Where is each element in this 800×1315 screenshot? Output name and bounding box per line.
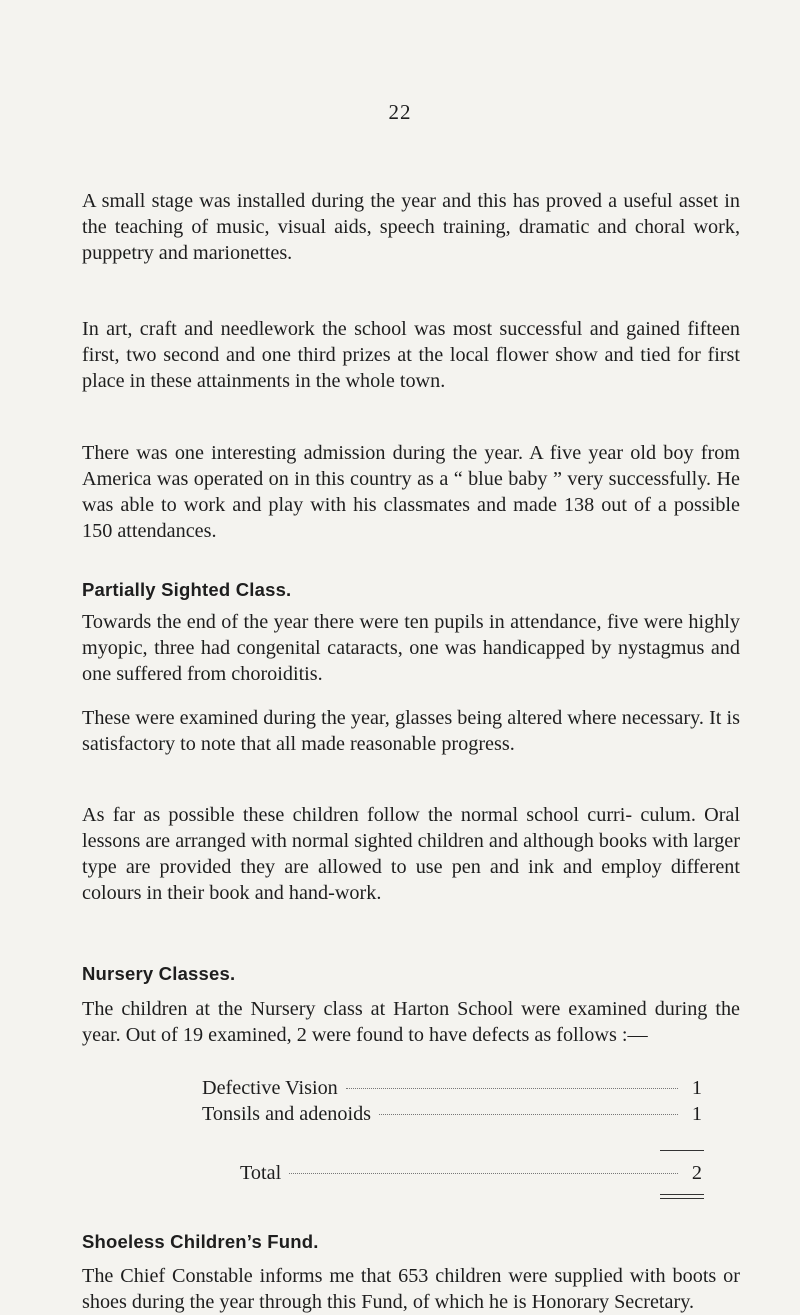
heading-partially-sighted: Partially Sighted Class. — [82, 579, 292, 600]
heading-nursery-classes: Nursery Classes. — [82, 963, 236, 984]
paragraph-partially-sighted-curriculum: As far as possible these children follow the normal school curri- culum. Oral lessons are arranged with normal sighted children and although books with larger type are provided they are allowed to use pen and ink and employ different colours in their book and hand-work. — [82, 804, 740, 904]
defect-value: 1 — [691, 1077, 702, 1099]
paragraph-shoeless-fund: The Chief Constable informs me that 653 children were supplied with boots or shoes during the year through this Fund, of which he is Honorary Secretary. — [82, 1265, 740, 1313]
dot-leader — [289, 1173, 678, 1174]
total-double-rule — [660, 1194, 704, 1199]
total-label: Total — [240, 1162, 282, 1184]
sum-rule — [660, 1150, 704, 1151]
total-row-wrap — [202, 1160, 702, 1186]
dot-leader — [346, 1088, 678, 1089]
paragraph-art-craft: In art, craft and needlework the school was most successful and gained fifteen first, two second and one third prizes at the local flower show and tied for first place in these attainments in the whole town. — [82, 318, 740, 392]
total-row — [202, 1160, 702, 1186]
defects-list — [202, 1075, 702, 1127]
heading-shoeless-fund: Shoeless Children’s Fund. — [82, 1231, 319, 1252]
defect-row — [202, 1075, 702, 1101]
paragraph-partially-sighted-examined: These were examined during the year, glasses being altered where necessary. It is satisfactory to note that all made reasonable progress. — [82, 707, 740, 755]
defect-label: Defective Vision — [202, 1077, 338, 1099]
defect-label: Tonsils and adenoids — [202, 1103, 372, 1125]
total-value: 2 — [691, 1162, 702, 1184]
paragraph-partially-sighted-pupils: Towards the end of the year there were ten pupils in attendance, five were highly myopic, three had congenital cataracts, one was handicapped by nystagmus and one suffered from choroiditis. — [82, 611, 740, 685]
paragraph-admission: There was one interesting admission during the year. A five year old boy from America was operated on in this country as a “ blue baby ” very successfully. He was able to work and play with his classmates and made 138 out of a possible 150 attendances. — [82, 442, 740, 542]
paragraph-nursery: The children at the Nursery class at Harton School were examined during the year. Out of 19 examined, 2 were found to have defects as follows :— — [82, 998, 740, 1046]
defect-value: 1 — [691, 1103, 702, 1125]
page-number: 22 — [388, 100, 412, 124]
dot-leader — [379, 1114, 678, 1115]
paragraph-stage: A small stage was installed during the year and this has proved a useful asset in the teaching of music, visual aids, speech training, dramatic and choral work, puppetry and marionettes. — [82, 190, 740, 264]
defect-row — [202, 1101, 702, 1127]
